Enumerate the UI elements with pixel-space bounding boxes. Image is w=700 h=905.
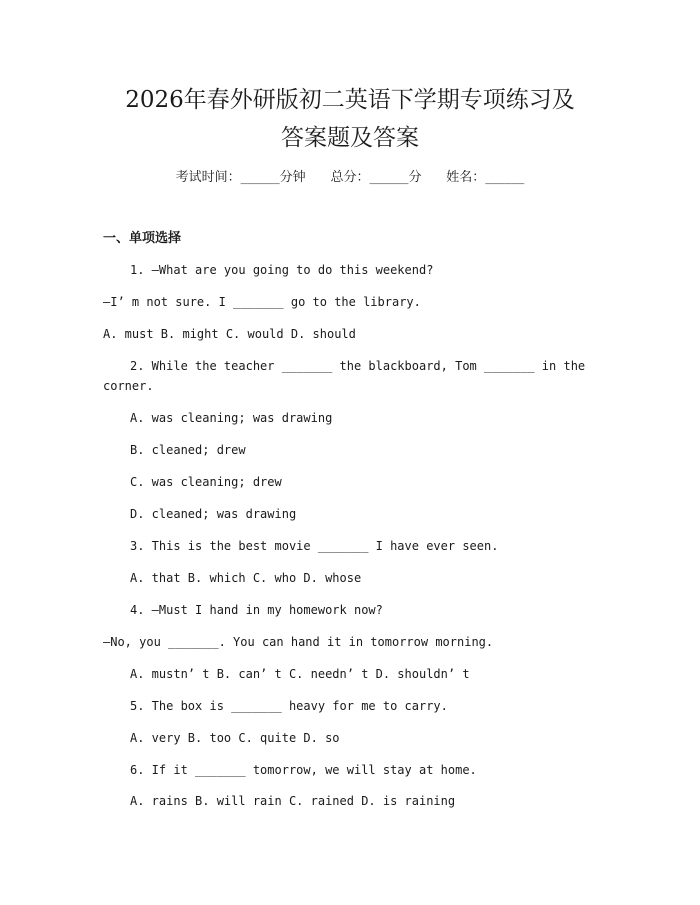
question-1-stem-line-2: —I’ m not sure. I _______ go to the library. <box>103 295 421 309</box>
student-name-label: 姓名：______ <box>446 170 525 185</box>
page-title: 2026年春外研版初二英语下学期专项练习及 <box>125 87 575 113</box>
exam-meta <box>0 168 700 188</box>
question-2-option-b: B. cleaned; drew <box>130 443 246 457</box>
question-4-options: A. mustn’ t B. can’ t C. needn’ t D. shouldn’ t <box>130 667 470 681</box>
question-2-stem: 2. While the teacher _______ the blackboard, Tom _______ in the <box>130 359 586 373</box>
question-6-options: A. rains B. will rain C. rained D. is raining <box>130 794 456 808</box>
question-2-option-c: C. was cleaning; drew <box>130 475 282 489</box>
total-score-label: 总分：______分 <box>330 170 422 185</box>
exam-time-label: 考试时间：______分钟 <box>175 170 306 185</box>
question-5-stem: 5. The box is _______ heavy for me to carry. <box>130 699 448 713</box>
question-3-options: A. that B. which C. who D. whose <box>130 571 362 585</box>
question-3-stem: 3. This is the best movie _______ I have ever seen. <box>130 539 499 553</box>
page-title-continued: 答案题及答案 <box>281 125 419 151</box>
question-2-option-a: A. was cleaning; was drawing <box>130 411 333 425</box>
section-heading: 一、单项选择 <box>103 231 182 246</box>
question-5-options: A. very B. too C. quite D. so <box>130 731 340 745</box>
question-6-stem: 6. If it _______ tomorrow, we will stay at home. <box>130 763 477 777</box>
question-2-stem-wrap: corner. <box>103 379 154 393</box>
question-1-stem: 1. —What are you going to do this weekend? <box>130 263 434 277</box>
question-1-options: A. must B. might C. would D. should <box>103 327 356 341</box>
question-2-option-d: D. cleaned; was drawing <box>130 507 297 521</box>
question-4-stem: 4. —Must I hand in my homework now? <box>130 603 383 617</box>
question-4-stem-line-2: —No, you _______. You can hand it in tomorrow morning. <box>103 635 494 649</box>
